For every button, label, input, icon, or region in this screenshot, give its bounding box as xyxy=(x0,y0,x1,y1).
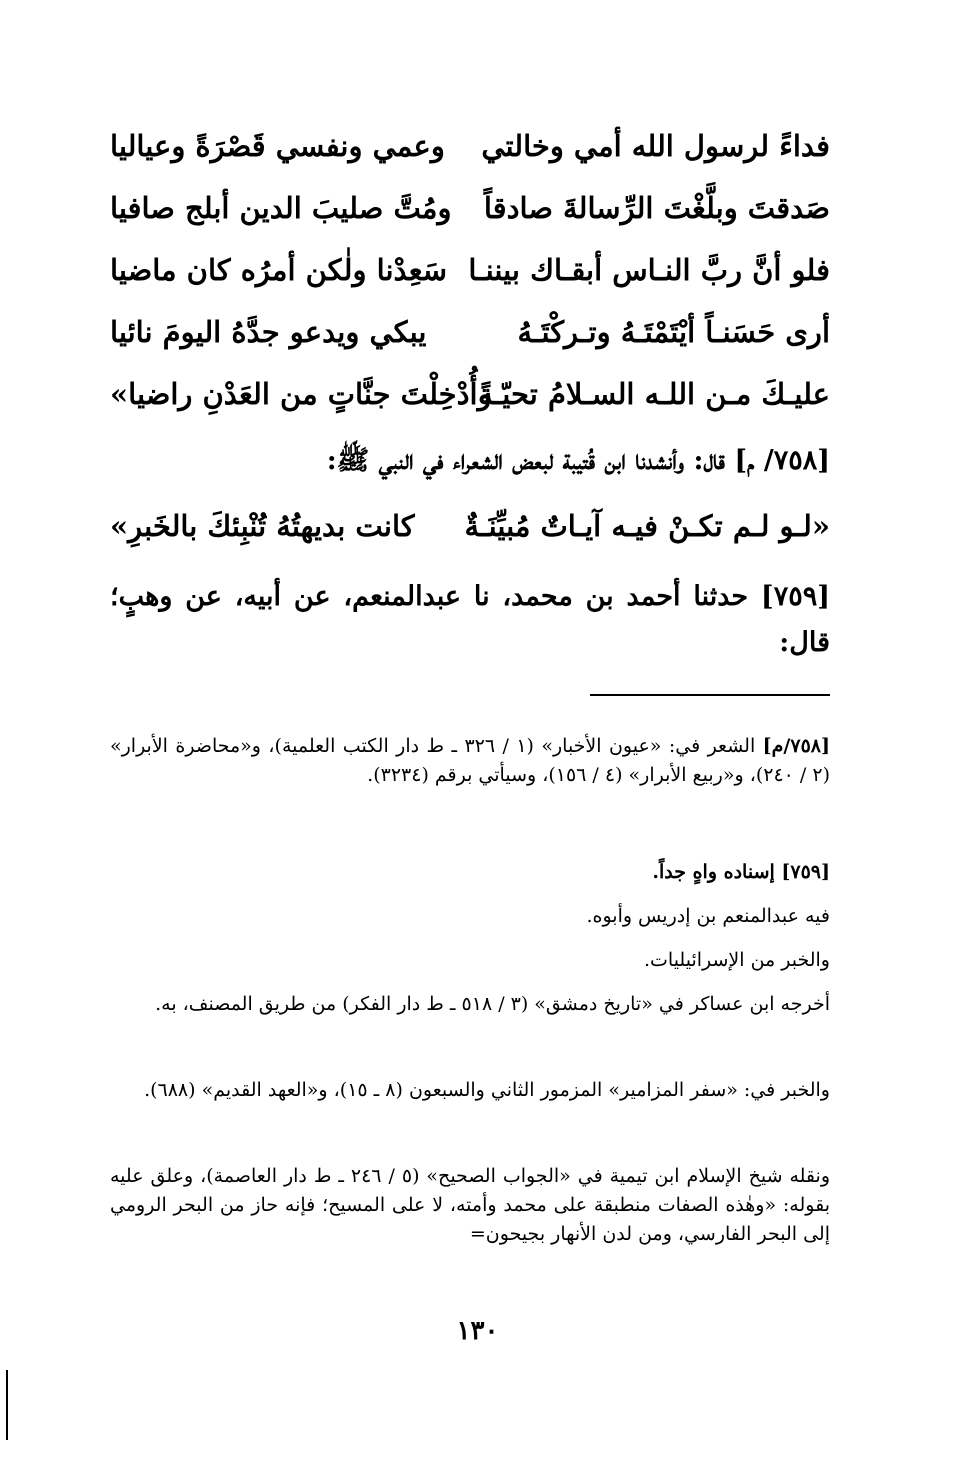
verse-second-hemistich: وعمي ونفسي قَصْرَةً وعياليا xyxy=(110,129,445,163)
item-758-intro: [٧٥٨/ م] قال: وأنشدنا ابن قُتيبة لبعض الشعراء في النبي ﷺ: xyxy=(326,445,830,476)
poem-verse xyxy=(110,304,830,360)
poem-verse xyxy=(110,118,830,174)
item-759-text: [٧٥٩] حدثنا أحمد بن محمد، نا عبدالمنعم، عن أبيه، عن وهبٍ؛ قال: xyxy=(110,581,830,658)
footnote-number: [٧٥٨/م] xyxy=(762,735,830,757)
footnote-759-line: والخبر في: «سفر المزامير» المزمور الثاني والسبعون (٨ ـ ١٥)، و«العهد القديم» (٦٨٨). xyxy=(144,1079,830,1101)
poem-verse xyxy=(110,180,830,236)
page-number: ١٣٠ xyxy=(456,1316,499,1346)
verse-first-hemistich: فداءً لرسول الله أمي وخالتي xyxy=(481,129,830,163)
footnote-separator xyxy=(590,694,830,696)
verse-first-hemistich: «لـو لـم تكـنْ فيـه آيـاتٌ مُبيِّنَـةٌ xyxy=(464,509,830,543)
footnote-759-line: أخرجه ابن عساكر في «تاريخ دمشق» (٣ / ٥١٨ ـ ط دار الفكر) من طريق المصنف، به. xyxy=(155,993,830,1015)
footnote-759-line: فيه عبدالمنعم بن إدريس وأبوه. xyxy=(586,905,830,927)
poem-verse-quoted xyxy=(110,498,830,554)
footnote-759-line: ونقله شيخ الإسلام ابن تيمية في «الجواب الصحيح» (٥ / ٢٤٦ ـ ط دار العاصمة)، وعلق عليه بقوله: «وهٰذه الصفات منطبقة على محمد وأمته، لا على المسيح؛ فإنه حاز من البحر الرومي إلى البحر الفارسي، ومن لدن الأنهار بجيحون= xyxy=(110,1165,831,1245)
footnote-758 xyxy=(110,732,830,790)
verse-second-hemistich: يبكي ويدعو جدَّهُ اليومَ نائيا xyxy=(110,315,427,349)
verse-second-hemistich: ومُتَّ صليبَ الدين أبلج صافيا xyxy=(110,191,452,225)
verse-second-hemistich: كانت بديهتُهُ تُنْبِئكَ بالخَبرِ» xyxy=(110,509,415,543)
verse-second-hemistich: سَعِدْنا ولٰكن أمرُه كان ماضيا xyxy=(110,253,448,287)
verse-first-hemistich: عليـكَ مـن اللـه السـلامُ تحيّـةً xyxy=(478,377,830,411)
footnote-759-heading: [٧٥٩] إسناده واهٍ جداً. xyxy=(652,861,830,883)
poem-verse xyxy=(110,242,830,298)
poem-verse xyxy=(110,366,830,422)
verse-first-hemistich: أرى حَسَنـاً أيْتَمْتَـهُ وتـركْتَـهُ xyxy=(517,315,830,349)
footnote-759-line: والخبر من الإسرائيليات. xyxy=(643,949,830,971)
footnote-text: الشعر في: «عيون الأخبار» (١ / ٣٢٦ ـ ط دار الكتب العلمية)، و«محاضرة الأبرار» (٢ / ٢٤٠)، و«ربيع الأبرار» (٤ / ١٥٦)، وسيأتي برقم (٣٢٣٤). xyxy=(110,735,830,786)
verse-second-hemistich: وأُدْخِلْتَ جنَّاتٍ من العَدْنِ راضيا» xyxy=(110,377,492,411)
scan-edge-mark xyxy=(6,1370,8,1440)
verse-first-hemistich: فلو أنَّ ربَّ النـاس أبقـاك بيننـا xyxy=(468,253,830,287)
verse-first-hemistich: صَدقتَ وبلَّغْتَ الرِّسالةَ صادقاً xyxy=(483,191,830,225)
